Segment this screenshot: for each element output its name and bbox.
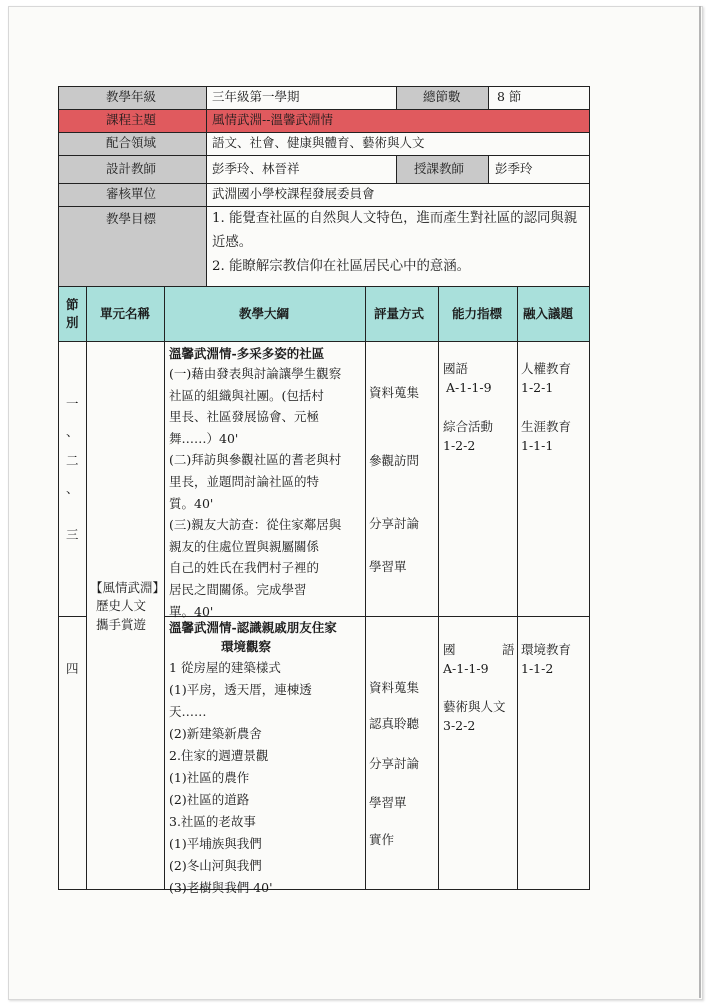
unit-name: 【風情武淵】	[90, 580, 166, 595]
scan-edge	[699, 6, 701, 998]
ability-item: 1-2-2	[443, 438, 476, 453]
outline-line: (2)社區的道路	[169, 792, 250, 807]
issue-item: 1-2-1	[521, 380, 554, 395]
issue-item: 1-1-2	[521, 661, 554, 676]
assessment-item: 實作	[369, 832, 395, 847]
outline-line: 1 從房屋的建築樣式	[169, 660, 281, 675]
period-label: 、	[66, 424, 79, 439]
ability-item: 國	[443, 642, 456, 657]
period-label: 、	[66, 481, 79, 496]
outline-line: (1)平埔族與我們	[169, 836, 262, 851]
outline-line: 里長、社區發展協會、元極	[169, 409, 320, 425]
ability-item: A-1-1-9	[443, 661, 489, 676]
outline-line: (2)新建築新農舍	[169, 726, 262, 741]
period-label: 一	[66, 396, 79, 411]
outline-line: 自己的姓氏在我們村子裡的	[169, 560, 320, 576]
review-label: 審核單位	[106, 186, 157, 201]
outline-title: 溫馨武淵情-認識親戚朋友住家	[169, 620, 337, 635]
ability-item: 藝術與人文	[443, 699, 506, 714]
header-unit: 單元名稱	[100, 306, 151, 321]
designer-label: 設計教師	[106, 161, 157, 176]
outline-line: 單。40'	[169, 603, 214, 619]
outline-line: (三)親友大訪查：從住家鄰居與	[169, 517, 342, 533]
issue-item: 生涯教育	[521, 419, 572, 434]
header-ability: 能力指標	[452, 306, 503, 321]
outline-line: 舞……）40'	[169, 430, 239, 446]
goal-line: 2. 能瞭解宗教信仰在社區居民心中的意涵。	[212, 259, 471, 274]
outline-line: 居民之間關係。完成學習	[169, 581, 307, 597]
header-outline: 教學大綱	[239, 306, 290, 321]
unit-name: 攜手賞遊	[96, 617, 147, 632]
outline-line: (1)平房，透天厝，連棟透	[169, 682, 312, 697]
header-assessment: 評量方式	[374, 306, 425, 321]
assessment-item: 學習單	[369, 559, 407, 574]
outline-line: (一)藉由發表與討論讓學生觀察	[169, 366, 342, 381]
goals-label: 教學目標	[106, 211, 157, 226]
outline-line: 質。40'	[169, 495, 214, 511]
outline-line: 3.社區的老故事	[169, 814, 256, 829]
outline-line: (二)拜訪與參觀社區的耆老與村	[169, 452, 342, 468]
teacher-label: 授課教師	[414, 161, 465, 176]
goal-line: 1. 能覺查社區的自然與人文特色，進而產生對社區的認同與親	[212, 211, 578, 226]
ability-item: 綜合活動	[443, 419, 494, 434]
assessment-item: 學習單	[369, 795, 407, 810]
sessions-label: 總節數	[423, 89, 461, 104]
outline-line: 里長，並題問討論社區的特	[169, 473, 320, 489]
ability-item: 3-2-2	[443, 718, 476, 733]
header-issue: 融入議題	[523, 306, 574, 321]
sessions-value: 8 節	[497, 89, 522, 104]
period-label: 四	[66, 661, 79, 676]
outline-list	[169, 657, 312, 899]
ability-item: 語	[502, 642, 515, 657]
period-label: 三	[66, 527, 79, 542]
issue-item: 環境教育	[521, 642, 572, 657]
outline-line: (3)老樹與我們 40'	[169, 880, 273, 895]
outline-list	[169, 363, 341, 622]
issue-item: 1-1-1	[521, 438, 554, 453]
outline-title: 溫馨武淵情-多采多姿的社區	[169, 346, 325, 361]
domain-value: 語文、社會、健康與體育、藝術與人文	[212, 135, 425, 150]
domain-label: 配合領域	[106, 135, 157, 150]
assessment-item: 資料蒐集	[369, 680, 420, 695]
assessment-item: 分享討論	[369, 516, 420, 531]
outline-line: 2.住家的週遭景觀	[169, 748, 269, 763]
issue-item: 人權教育	[521, 361, 572, 376]
period-label: 二	[66, 453, 79, 468]
grade-value: 三年級第一學期	[212, 89, 300, 104]
outline-line: 天……	[169, 704, 207, 719]
outline-line: (2)冬山河與我們	[169, 858, 262, 873]
ability-item: 國語	[443, 361, 469, 376]
assessment-item: 分享討論	[369, 756, 420, 771]
theme-label: 課程主題	[106, 112, 157, 127]
designer-value: 彭季玲、林晉祥	[212, 161, 300, 176]
assessment-item: 認真聆聽	[369, 716, 420, 731]
outline-line: 社區的組織與社團。(包括村	[169, 387, 324, 403]
unit-name: 歷史人文	[96, 598, 147, 613]
assessment-item: 資料蒐集	[369, 385, 420, 400]
grade-label: 教學年級	[106, 89, 157, 104]
outline-title: 環境觀察	[221, 639, 272, 654]
teacher-value: 彭季玲	[495, 161, 533, 176]
review-value: 武淵國小學校課程發展委員會	[212, 186, 375, 201]
goal-line: 近感。	[212, 235, 253, 250]
theme-value: 風情武淵--溫馨武淵情	[212, 112, 333, 127]
assessment-item: 參觀訪問	[369, 453, 420, 468]
header-period: 別	[66, 315, 79, 330]
outline-line: 親友的住處位置與親屬關係	[169, 538, 320, 554]
ability-item: A-1-1-9	[446, 380, 492, 395]
header-period: 節	[66, 297, 79, 312]
outline-line: (1)社區的農作	[169, 770, 250, 785]
